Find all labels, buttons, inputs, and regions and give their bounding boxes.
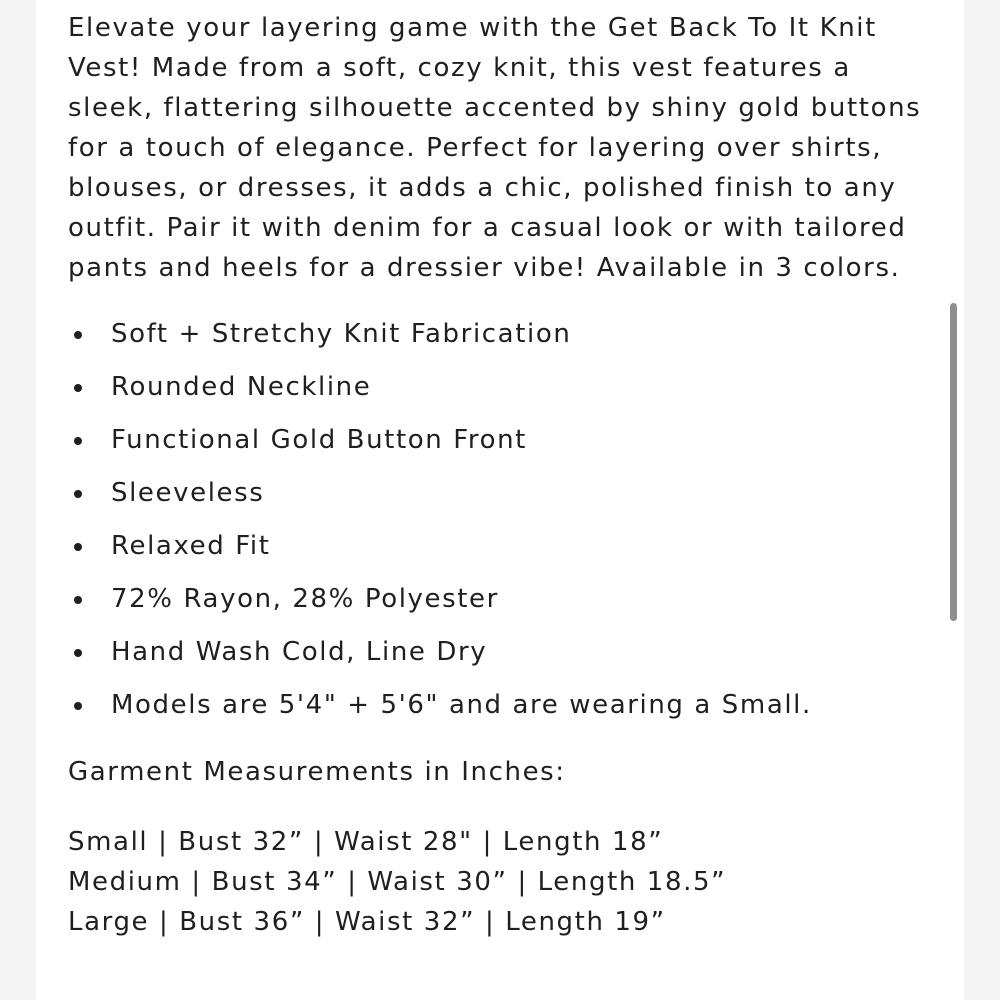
feature-item <box>68 632 938 685</box>
product-description-panel <box>36 0 964 1000</box>
product-description: Elevate your layering game with the Get Back To It Knit Vest! Made from a soft, cozy knit, this vest features a sleek, flattering silhouette accented by shiny gold buttons for a touch of elegance. Perfect for layering over shirts, blouses, or dresses, it adds a chic, polished finish to any outfit. Pair it with denim for a casual look or with tailored pants and heels for a dressier vibe! Available in 3 colors. <box>68 13 922 283</box>
size-row-medium: Medium | Bust 34” | Waist 30” | Length 18.5” <box>68 867 727 897</box>
vertical-scrollbar-thumb[interactable] <box>950 303 957 621</box>
bullet-icon <box>74 702 82 710</box>
bullet-icon <box>74 649 82 657</box>
bullet-icon <box>74 331 82 339</box>
feature-text: 72% Rayon, 28% Polyester <box>111 584 499 614</box>
feature-text: Hand Wash Cold, Line Dry <box>111 637 488 667</box>
size-row-small: Small | Bust 32” | Waist 28" | Length 18” <box>68 827 664 857</box>
feature-item <box>68 685 938 738</box>
feature-text: Functional Gold Button Front <box>111 425 527 455</box>
bullet-icon <box>74 596 82 604</box>
feature-item <box>68 579 938 632</box>
bullet-icon <box>74 490 82 498</box>
feature-text: Soft + Stretchy Knit Fabrication <box>111 319 572 349</box>
feature-list <box>68 314 938 738</box>
feature-text: Models are 5'4" + 5'6" and are wearing a Small. <box>111 690 812 720</box>
size-row-large: Large | Bust 36” | Waist 32” | Length 19” <box>68 907 666 937</box>
size-measurements <box>68 822 938 942</box>
feature-item <box>68 526 938 579</box>
feature-text: Rounded Neckline <box>111 372 372 402</box>
feature-item <box>68 367 938 420</box>
feature-text: Sleeveless <box>111 478 265 508</box>
description-content <box>68 8 938 942</box>
measurements-heading: Garment Measurements in Inches: <box>68 757 566 787</box>
feature-item <box>68 314 938 367</box>
feature-text: Relaxed Fit <box>111 531 271 561</box>
bullet-icon <box>74 384 82 392</box>
bullet-icon <box>74 543 82 551</box>
feature-item <box>68 473 938 526</box>
bullet-icon <box>74 437 82 445</box>
feature-item <box>68 420 938 473</box>
